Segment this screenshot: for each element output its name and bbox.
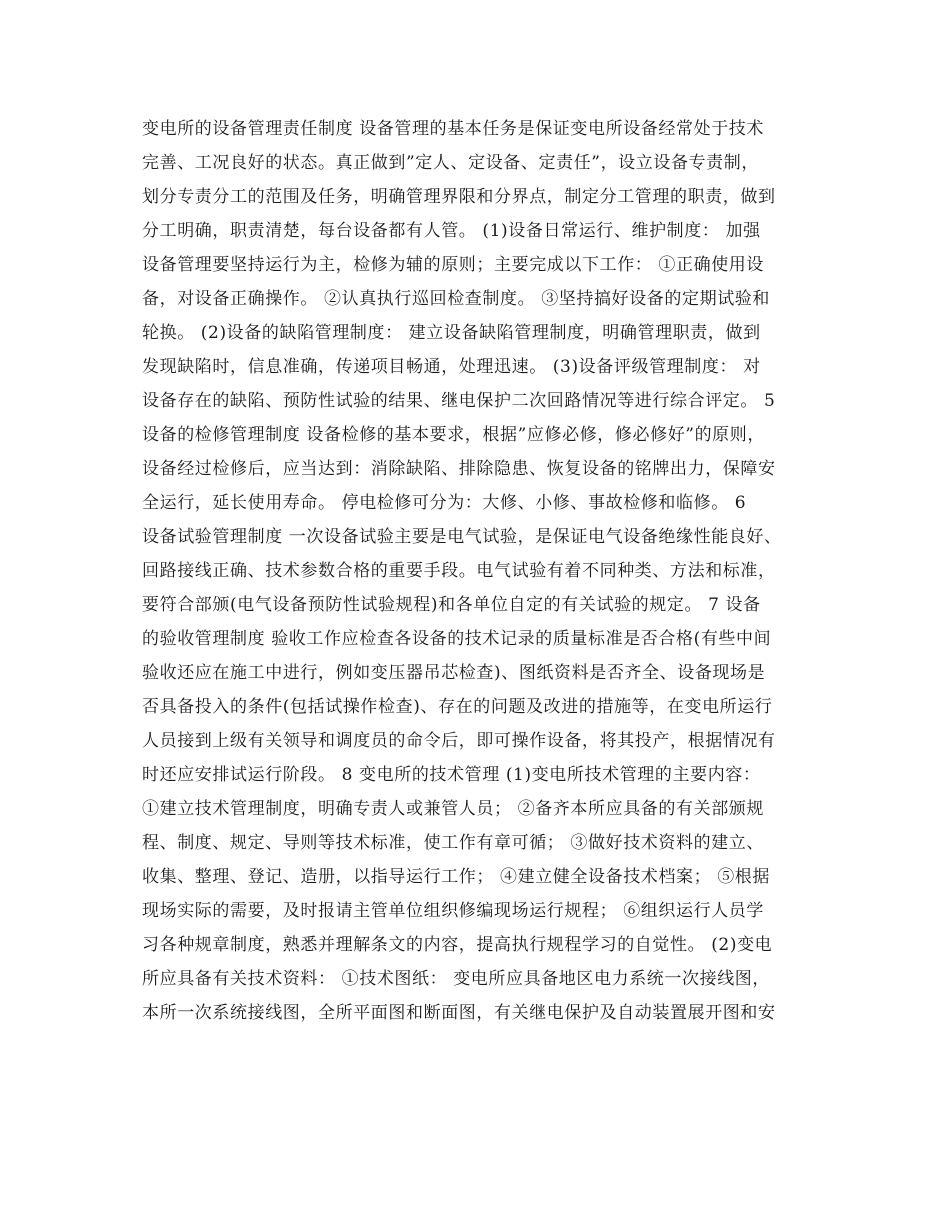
text-line: 完善、工况良好的状态。真正做到”定人、定设备、定责任”，设立设备专责制， xyxy=(142,153,759,173)
text-line: 设备的检修管理制度 设备检修的基本要求，根据”应修必修，修必修好”的原则， xyxy=(142,425,765,445)
text-line: 人员接到上级有关领导和调度员的命令后，即可操作设备，将其投产，根据情况有 xyxy=(142,731,776,751)
text-line: 设备经过检修后，应当达到：消除缺陷、排除隐患、恢复设备的铭牌出力，保障安 xyxy=(142,459,776,479)
text-line: 变电所的设备管理责任制度 设备管理的基本任务是保证变电所设备经常处于技术 xyxy=(142,119,765,139)
text-line: 备，对设备正确操作。 ②认真执行巡回检查制度。 ③坚持搞好设备的定期试验和 xyxy=(142,289,771,309)
text-line: 分工明确，职责清楚，每台设备都有人管。 (1)设备日常运行、维护制度： 加强 xyxy=(142,221,761,241)
text-line: 收集、整理、登记、造册，以指导运行工作； ④建立健全设备技术档案； ⑤根据 xyxy=(142,867,771,887)
text-line: 现场实际的需要，及时报请主管单位组织修编现场运行规程； ⑥组织运行人员学 xyxy=(142,901,765,921)
text-line: 全运行，延长使用寿命。 停电检修可分为：大修、小修、事故检修和临修。 6 xyxy=(142,493,747,513)
text-line: 划分专责分工的范围及任务，明确管理界限和分界点，制定分工管理的职责，做到 xyxy=(142,187,776,207)
text-line: 设备存在的缺陷、预防性试验的结果、继电保护二次回路情况等进行综合评定。 5 xyxy=(142,391,776,411)
text-line: 习各种规章制度，熟悉并理解条文的内容，提高执行规程学习的自觉性。 (2)变电 xyxy=(142,935,773,955)
text-line: 否具备投入的条件(包括试操作检查)、存在的问题及改进的措施等，在变电所运行 xyxy=(142,697,773,717)
text-line: 本所一次系统接线图，全所平面图和断面图，有关继电保护及自动装置展开图和安 xyxy=(142,1003,776,1023)
text-line: 设备试验管理制度 一次设备试验主要是电气试验，是保证电气设备绝缘性能良好、 xyxy=(142,527,782,547)
text-line: 设备管理要坚持运行为主，检修为辅的原则；主要完成以下工作： ①正确使用设 xyxy=(142,255,765,275)
text-line: 发现缺陷时，信息准确，传递项目畅通，处理迅速。 (3)设备评级管理制度： 对 xyxy=(142,357,761,377)
text-line: 回路接线正确、技术参数合格的重要手段。电气试验有着不同种类、方法和标准， xyxy=(142,561,776,581)
text-line: 程、制度、规定、导则等技术标准，使工作有章可循； ③做好技术资料的建立、 xyxy=(142,833,765,853)
text-line: 的验收管理制度 验收工作应检查各设备的技术记录的质量标准是否合格(有些中间 xyxy=(142,629,772,649)
text-line: 轮换。 (2)设备的缺陷管理制度： 建立设备缺陷管理制度，明确管理职责，做到 xyxy=(142,323,761,343)
text-line: 验收还应在施工中进行，例如变压器吊芯检查)、图纸资料是否齐全、设备现场是 xyxy=(142,663,766,683)
text-line: 要符合部颁(电气设备预防性试验规程)和各单位自定的有关试验的规定。 7 设备 xyxy=(142,595,761,615)
text-line: ①建立技术管理制度，明确专责人或兼管人员； ②备齐本所应具备的有关部颁规 xyxy=(142,799,765,819)
text-line: 时还应安排试运行阶段。 8 变电所的技术管理 (1)变电所技术管理的主要内容： xyxy=(142,765,761,785)
text-line: 所应具备有关技术资料： ①技术图纸： 变电所应具备地区电力系统一次接线图， xyxy=(142,969,771,989)
